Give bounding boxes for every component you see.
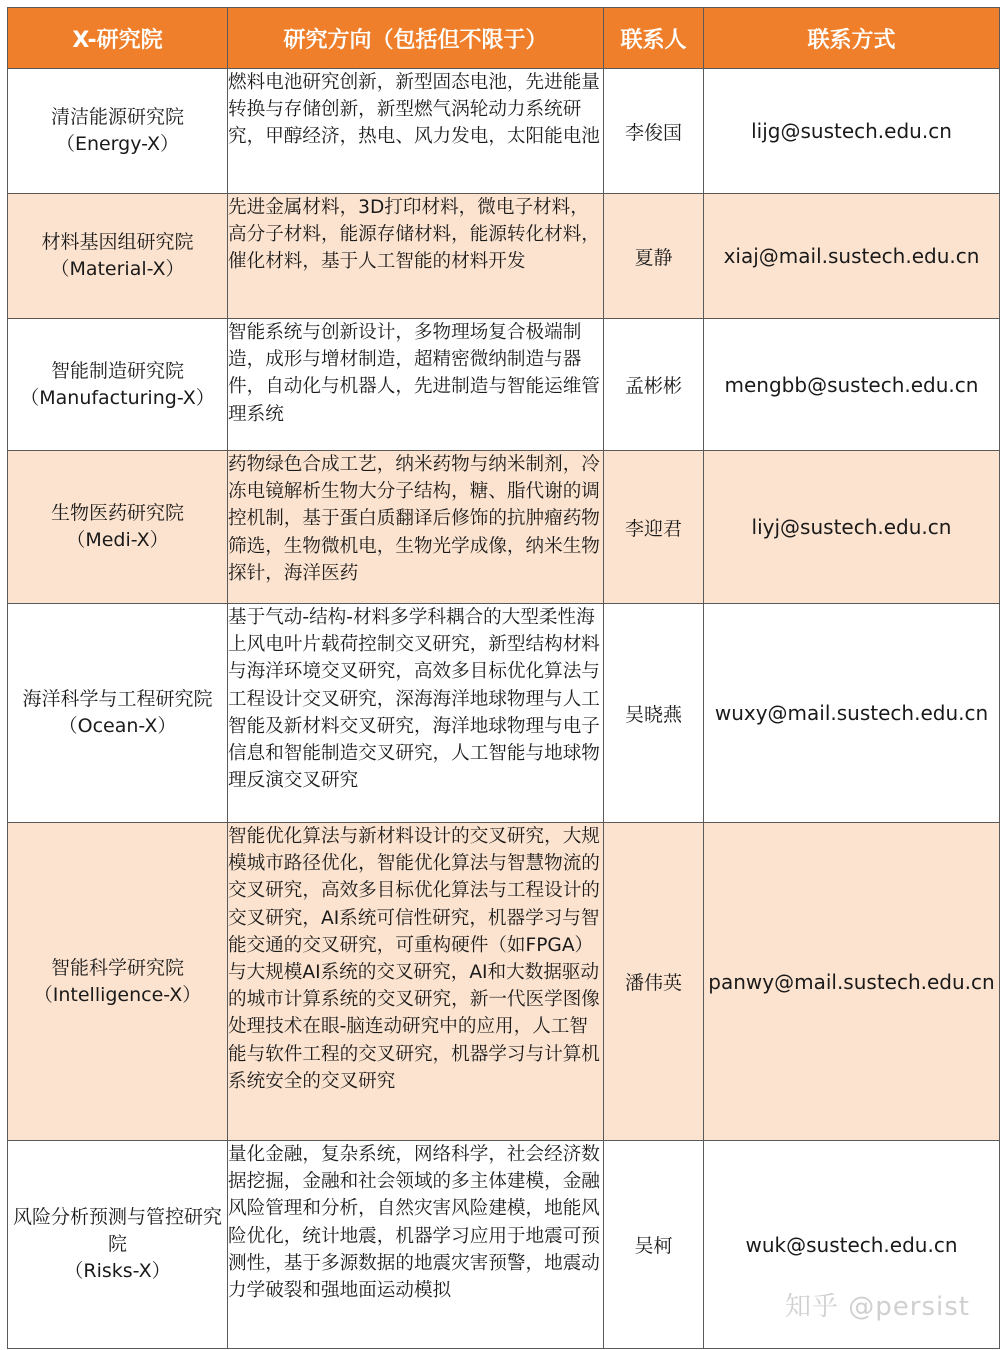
institute-name: 海洋科学与工程研究院 (22, 688, 213, 710)
contact-email[interactable]: lijg@sustech.edu.cn (704, 69, 1000, 194)
institute-cell (8, 1141, 228, 1349)
contact-email[interactable]: panwy@mail.sustech.edu.cn (704, 823, 1000, 1141)
table-header-row (8, 8, 1000, 69)
institute-cell (8, 319, 228, 451)
header-institute: X-研究院 (8, 8, 228, 69)
institute-name-en: （Intelligence-X） (33, 983, 202, 1006)
contact-email[interactable]: wuxy@mail.sustech.edu.cn (704, 604, 1000, 823)
institute-name-en: （Ocean-X） (58, 715, 177, 737)
header-contact-person: 联系人 (604, 8, 704, 69)
research-direction: 燃料电池研究创新，新型固态电池，先进能量转换与存储创新，新型燃气涡轮动力系统研究，甲醇经济，热电、风力发电，太阳能电池 (228, 69, 604, 194)
header-contact-info: 联系方式 (704, 8, 1000, 69)
table-row (8, 319, 1000, 451)
contact-person: 吴晓燕 (604, 604, 704, 823)
institute-name: 生物医药研究院 (50, 502, 184, 524)
institute-cell (8, 604, 228, 823)
contact-email[interactable]: wuk@sustech.edu.cn (704, 1141, 1000, 1349)
institute-name-en: （Material-X） (50, 258, 185, 280)
contact-person: 李俊国 (604, 69, 704, 194)
contact-email[interactable]: xiaj@mail.sustech.edu.cn (704, 194, 1000, 319)
research-direction: 先进金属材料，3D打印材料，微电子材料，高分子材料，能源存储材料，能源转化材料，催化材料，基于人工智能的材料开发 (228, 194, 604, 319)
contact-person: 孟彬彬 (604, 319, 704, 451)
institute-name-en: （Risks-X） (64, 1260, 171, 1282)
institute-name-en: （Energy-X） (55, 133, 180, 155)
institute-name-en: （Manufacturing-X） (20, 386, 215, 409)
contact-person: 夏静 (604, 194, 704, 319)
contact-person: 潘伟英 (604, 823, 704, 1141)
research-direction: 基于气动-结构-材料多学科耦合的大型柔性海上风电叶片载荷控制交叉研究，新型结构材料与海洋环境交叉研究，高效多目标优化算法与工程设计交叉研究，深海海洋地球物理与人工智能及新材料交叉研究，海洋地球物理与电子信息和智能制造交叉研究，人工智能与地球物理反演交叉研究 (228, 604, 604, 823)
research-direction: 智能系统与创新设计，多物理场复合极端制造，成形与增材制造，超精密微纳制造与器件，自动化与机器人，先进制造与智能运维管理系统 (228, 319, 604, 451)
institutes-table (7, 7, 1000, 1349)
contact-person: 吴柯 (604, 1141, 704, 1349)
table-row (8, 69, 1000, 194)
institute-name: 材料基因组研究院 (41, 231, 194, 253)
research-direction: 药物绿色合成工艺，纳米药物与纳米制剂，冷冻电镜解析生物大分子结构，糖、脂代谢的调控机制，基于蛋白质翻译后修饰的抗肿瘤药物筛选，生物微机电，生物光学成像，纳米生物探针，海洋医药 (228, 451, 604, 604)
table-row (8, 194, 1000, 319)
institute-cell (8, 823, 228, 1141)
institute-name: 智能制造研究院 (50, 359, 184, 382)
contact-email[interactable]: mengbb@sustech.edu.cn (704, 319, 1000, 451)
institute-name: 智能科学研究院 (50, 956, 184, 979)
institute-cell (8, 69, 228, 194)
institute-name-en: （Medi-X） (66, 529, 169, 551)
zhihu-watermark: 知乎 @persist (785, 1292, 970, 1322)
contact-person: 李迎君 (604, 451, 704, 604)
header-direction: 研究方向（包括但不限于） (228, 8, 604, 69)
contact-email[interactable]: liyj@sustech.edu.cn (704, 451, 1000, 604)
institute-name: 清洁能源研究院 (50, 106, 184, 128)
institute-cell (8, 194, 228, 319)
table-row (8, 823, 1000, 1141)
table-row (8, 451, 1000, 604)
institute-name: 风险分析预测与管控研究院 (12, 1206, 222, 1255)
table-row (8, 604, 1000, 823)
research-direction: 智能优化算法与新材料设计的交叉研究，大规模城市路径优化，智能优化算法与智慧物流的交叉研究，高效多目标优化算法与工程设计的交叉研究，AI系统可信性研究，机器学习与智能交通的交叉研究，可重构硬件（如FPGA）与大规模AI系统的交叉研究，AI和大数据驱动的城市计算系统的交叉研究，新一代医学图像处理技术在眼-脑连动研究中的应用，人工智能与软件工程的交叉研究，机器学习与计算机系统安全的交叉研究 (228, 823, 604, 1141)
research-direction: 量化金融，复杂系统，网络科学，社会经济数据挖掘，金融和社会领域的多主体建模，金融风险管理和分析，自然灾害风险建模，地能风险优化，统计地震，机器学习应用于地震可预测性，基于多源数据的地震灾害预警，地震动力学破裂和强地面运动模拟 (228, 1141, 604, 1349)
institute-cell (8, 451, 228, 604)
